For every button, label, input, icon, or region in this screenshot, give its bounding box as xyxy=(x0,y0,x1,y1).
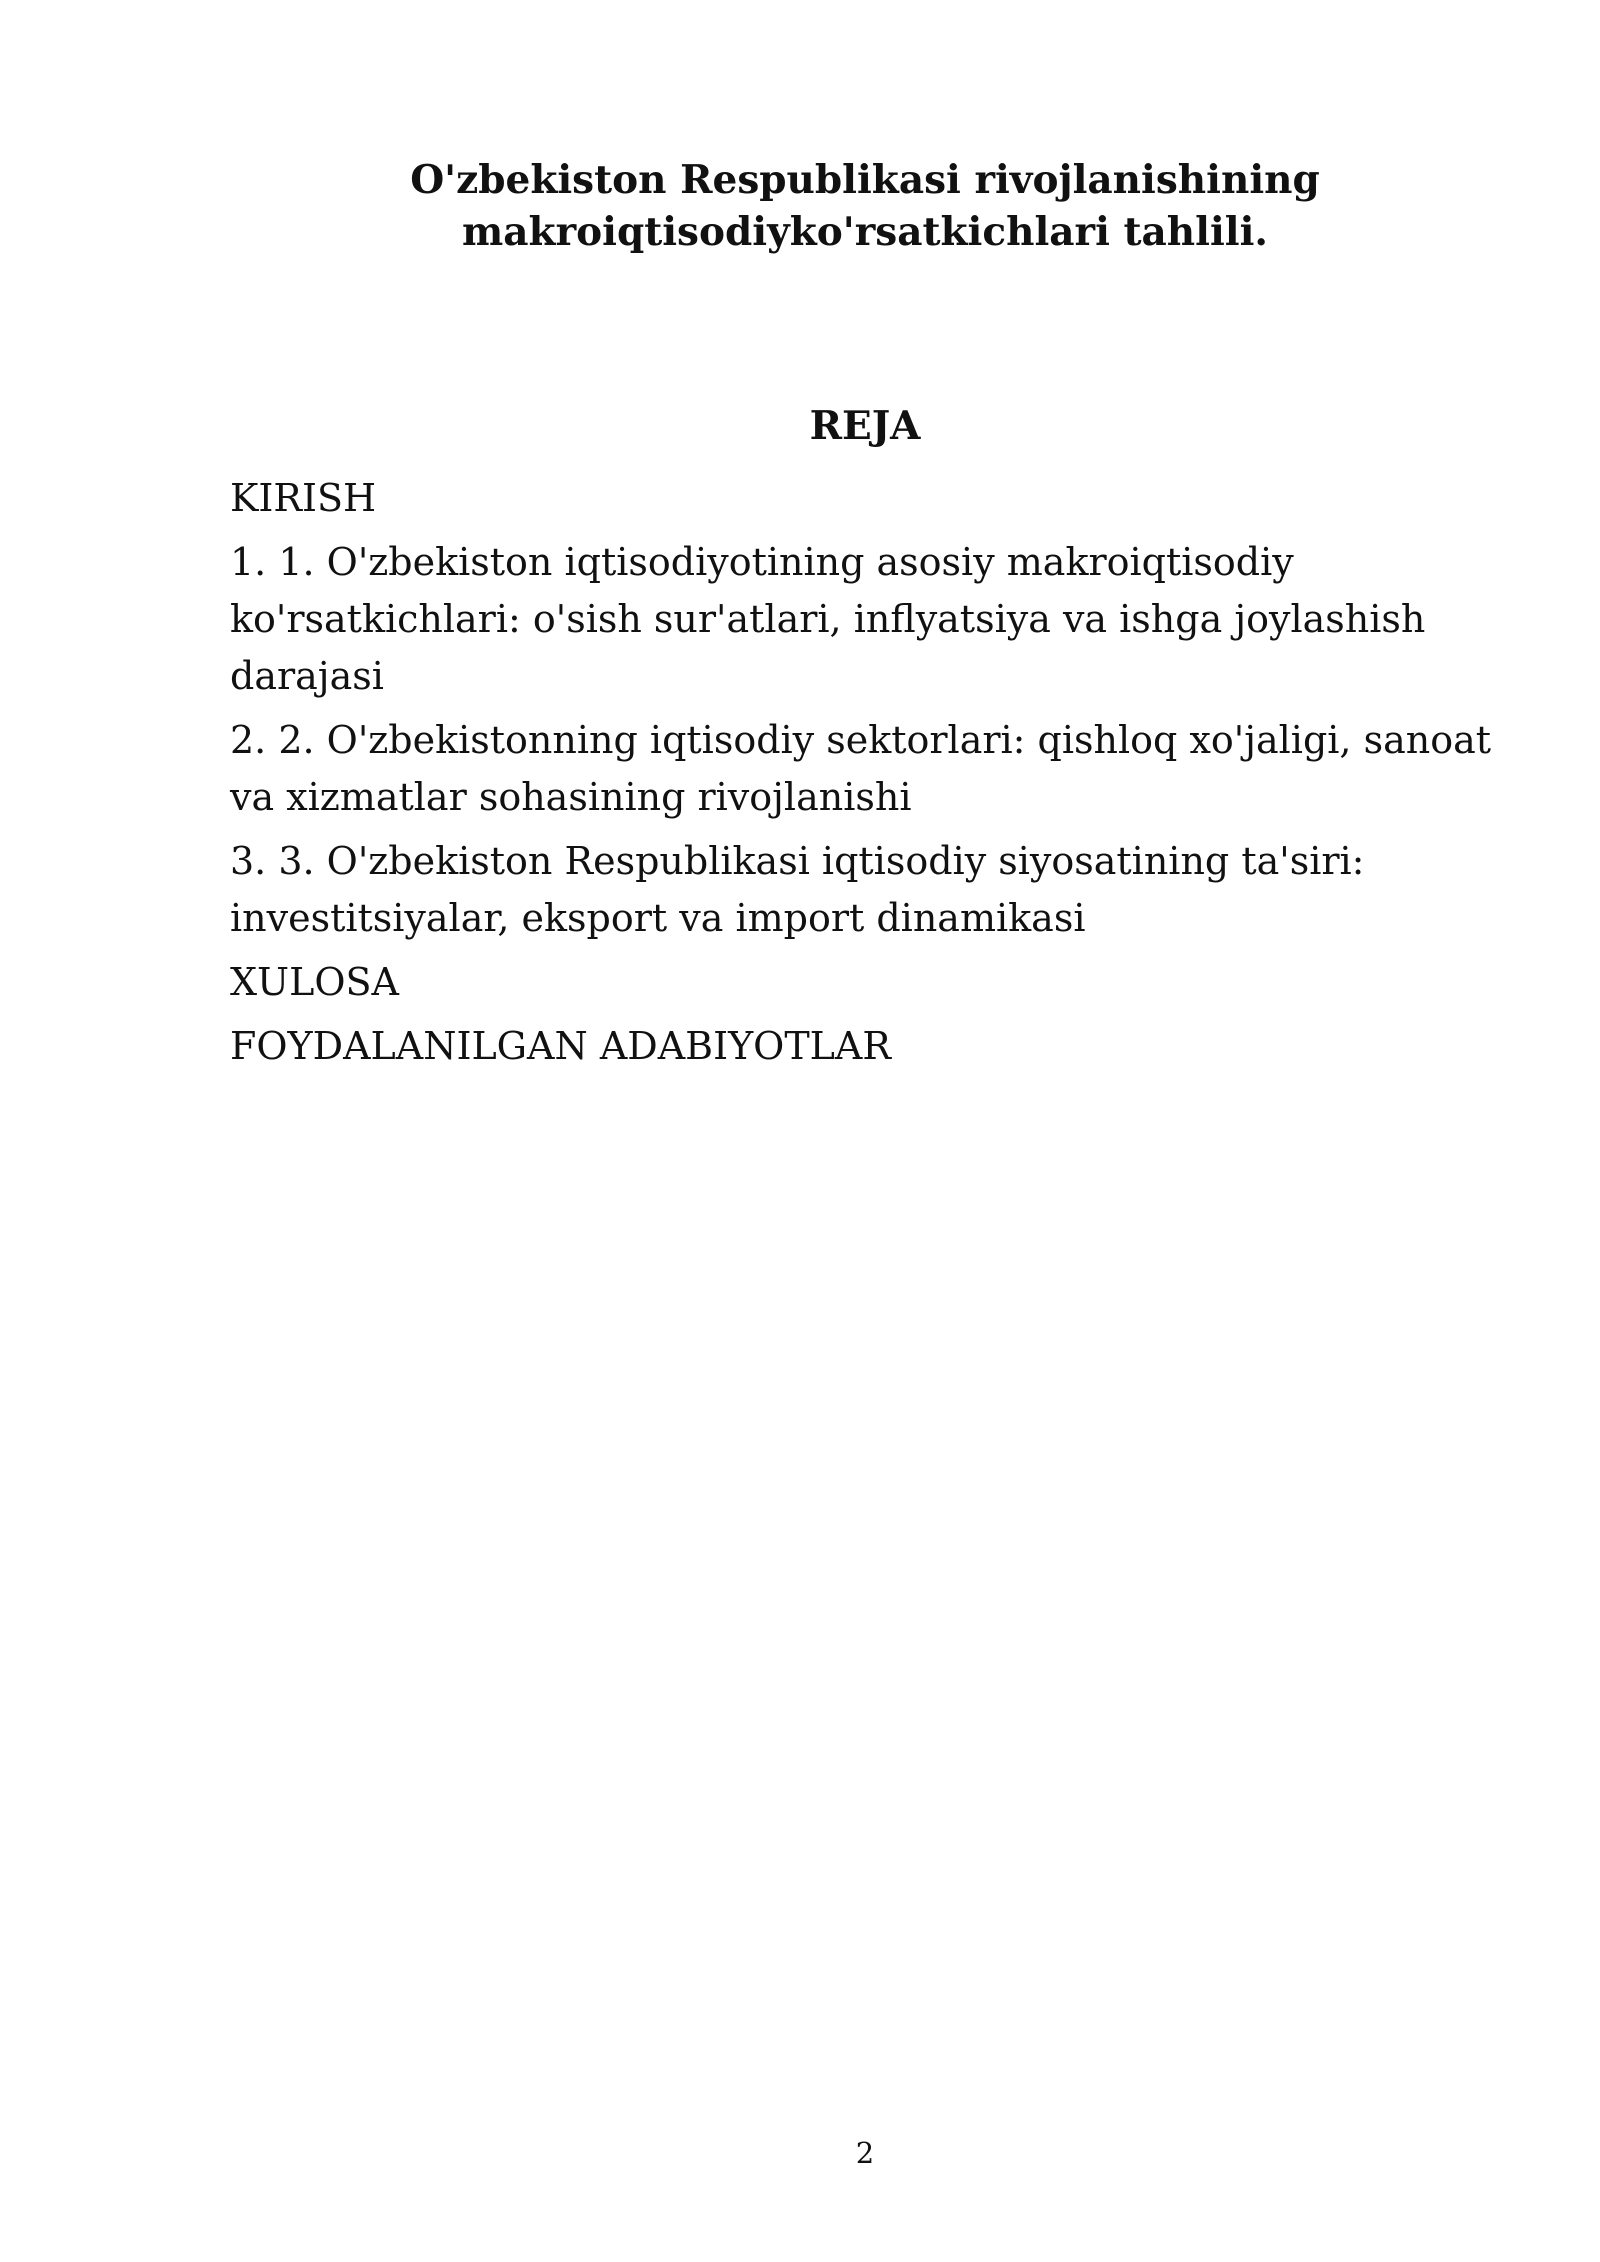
table-of-contents xyxy=(230,470,1530,1082)
toc-item-section-3 xyxy=(230,833,1530,947)
plan-heading: REJA xyxy=(809,403,921,449)
toc-item-section-2 xyxy=(230,712,1530,826)
toc-line: darajasi xyxy=(230,654,384,698)
toc-line: 3. 3. O'zbekiston Respublikasi iqtisodiy siyosatining ta'siri: xyxy=(230,839,1365,883)
toc-item-conclusion xyxy=(230,954,1530,1011)
document-title-line: O'zbekiston Respublikasi rivojlanishining xyxy=(410,157,1320,203)
toc-line: va xizmatlar sohasining rivojlanishi xyxy=(230,775,912,819)
toc-line: 2. 2. O'zbekistonning iqtisodiy sektorlari: qishloq xo'jaligi, sanoat xyxy=(230,718,1492,762)
toc-item-section-1 xyxy=(230,534,1530,705)
toc-line: investitsiyalar, eksport va import dinamikasi xyxy=(230,896,1086,940)
toc-line: ko'rsatkichlari: o'sish sur'atlari, inflyatsiya va ishga joylashish xyxy=(230,597,1426,641)
page-number: 2 xyxy=(855,2136,875,2170)
toc-item-references xyxy=(230,1018,1530,1075)
toc-line: KIRISH xyxy=(230,476,377,520)
document-title-line: makroiqtisodiyko'rsatkichlari tahlili. xyxy=(462,209,1268,255)
toc-line: XULOSA xyxy=(230,960,399,1004)
toc-line: 1. 1. O'zbekiston iqtisodiyotining asosiy makroiqtisodiy xyxy=(230,540,1294,584)
toc-line: FOYDALANILGAN ADABIYOTLAR xyxy=(230,1024,891,1068)
toc-item-introduction xyxy=(230,470,1530,527)
document-title xyxy=(290,154,1440,258)
